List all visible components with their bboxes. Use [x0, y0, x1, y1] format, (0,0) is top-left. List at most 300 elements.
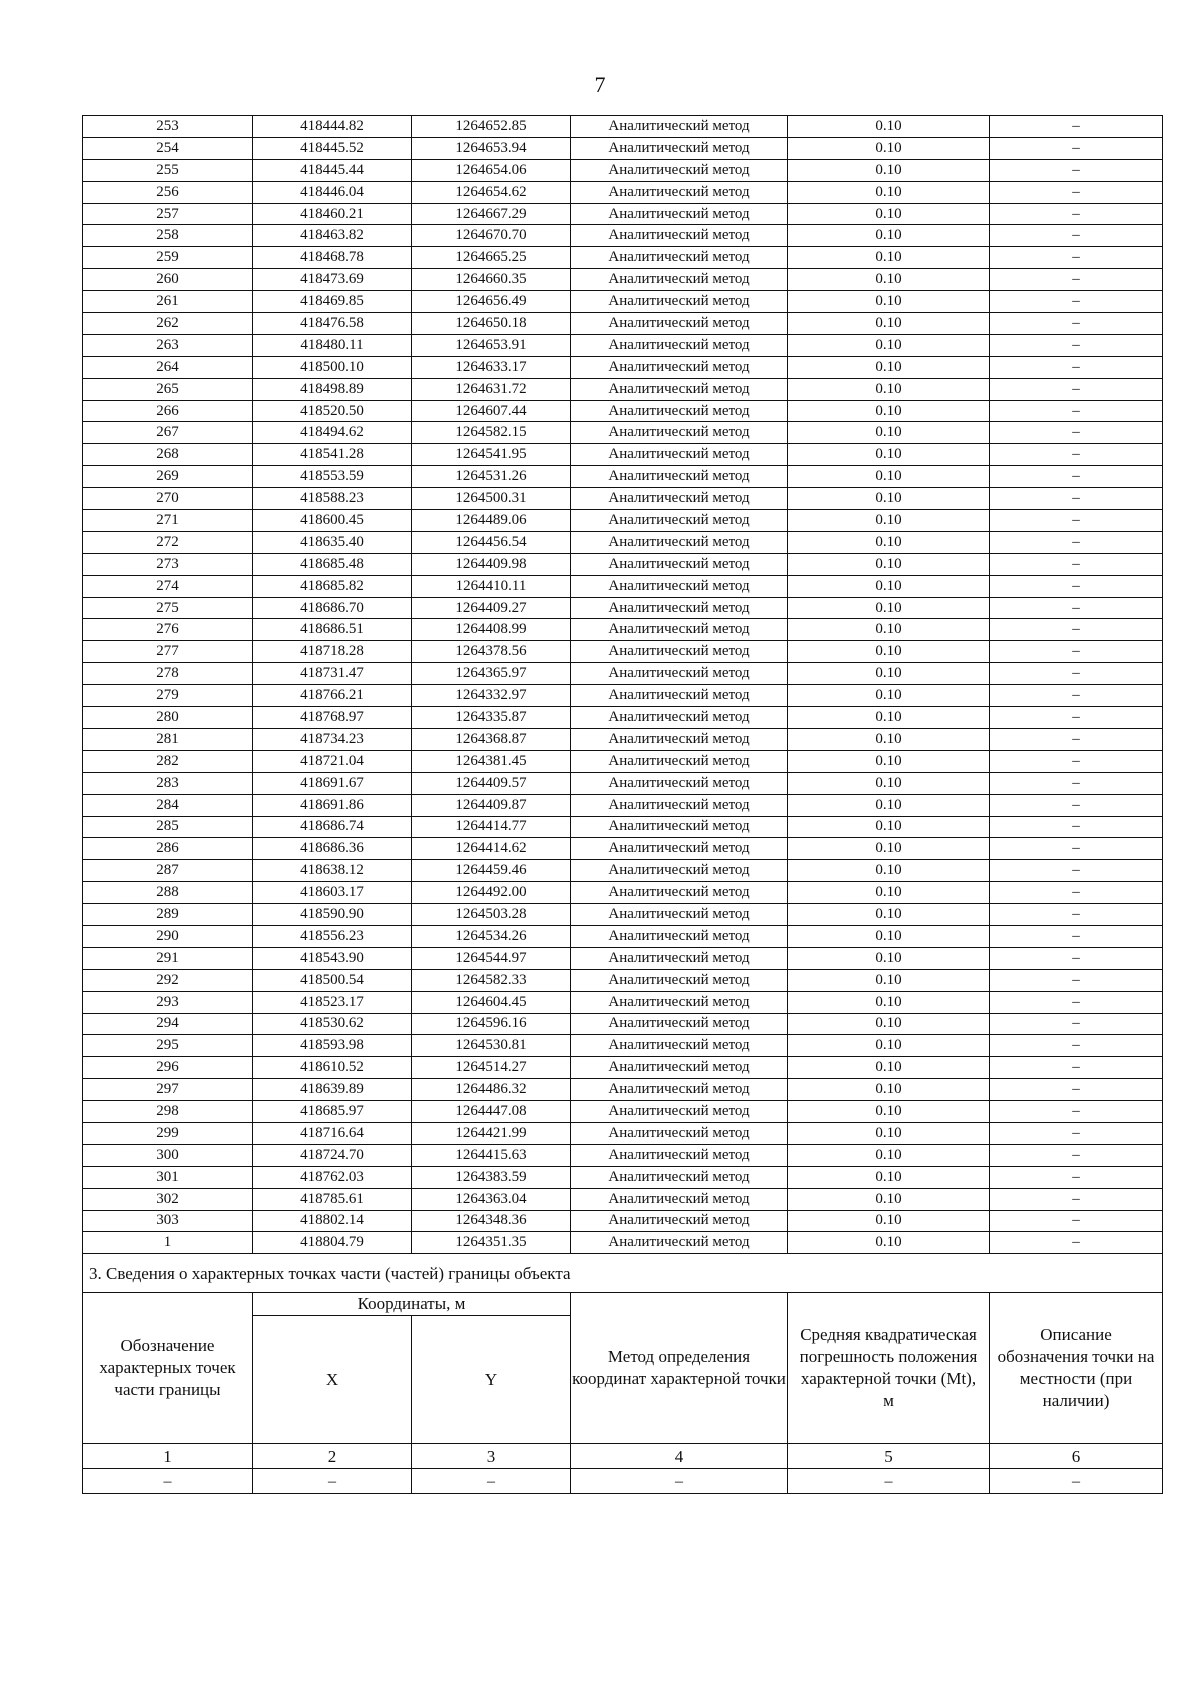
error-value-cell: 0.10	[788, 794, 990, 816]
description-cell: –	[990, 575, 1163, 597]
error-value-cell: 0.10	[788, 947, 990, 969]
coord-x-cell: 418446.04	[253, 181, 412, 203]
coord-x-cell: 418785.61	[253, 1188, 412, 1210]
table-row	[83, 794, 1163, 816]
empty-cell: –	[571, 1469, 788, 1494]
table-row	[83, 882, 1163, 904]
point-number-cell: 289	[83, 904, 253, 926]
table-row	[83, 1188, 1163, 1210]
table-row	[83, 1144, 1163, 1166]
description-cell: –	[990, 356, 1163, 378]
coord-x-cell: 418686.51	[253, 619, 412, 641]
coord-y-cell: 1264489.06	[412, 510, 571, 532]
description-cell: –	[990, 772, 1163, 794]
error-value-cell: 0.10	[788, 1166, 990, 1188]
header-y: Y	[412, 1316, 571, 1444]
point-number-cell: 268	[83, 444, 253, 466]
coord-y-cell: 1264415.63	[412, 1144, 571, 1166]
coord-x-cell: 418473.69	[253, 269, 412, 291]
error-value-cell: 0.10	[788, 597, 990, 619]
table-row	[83, 116, 1163, 138]
table-row	[83, 1232, 1163, 1254]
coord-y-cell: 1264492.00	[412, 882, 571, 904]
method-cell: Аналитический метод	[571, 904, 788, 926]
coord-y-cell: 1264381.45	[412, 750, 571, 772]
description-cell: –	[990, 444, 1163, 466]
error-value-cell: 0.10	[788, 510, 990, 532]
table-row	[83, 466, 1163, 488]
coord-y-cell: 1264582.33	[412, 969, 571, 991]
description-cell: –	[990, 1079, 1163, 1101]
coordinates-table	[82, 115, 1163, 1494]
method-cell: Аналитический метод	[571, 553, 788, 575]
method-cell: Аналитический метод	[571, 728, 788, 750]
method-cell: Аналитический метод	[571, 1013, 788, 1035]
error-value-cell: 0.10	[788, 772, 990, 794]
error-value-cell: 0.10	[788, 488, 990, 510]
method-cell: Аналитический метод	[571, 1079, 788, 1101]
header-coordinates: Координаты, м	[253, 1293, 571, 1316]
description-cell: –	[990, 531, 1163, 553]
method-cell: Аналитический метод	[571, 247, 788, 269]
coord-y-cell: 1264363.04	[412, 1188, 571, 1210]
point-number-cell: 298	[83, 1101, 253, 1123]
table-row	[83, 860, 1163, 882]
coord-x-cell: 418685.48	[253, 553, 412, 575]
coord-y-cell: 1264665.25	[412, 247, 571, 269]
point-number-cell: 276	[83, 619, 253, 641]
table-row	[83, 422, 1163, 444]
error-value-cell: 0.10	[788, 137, 990, 159]
error-value-cell: 0.10	[788, 225, 990, 247]
table-row	[83, 1166, 1163, 1188]
coord-x-cell: 418463.82	[253, 225, 412, 247]
description-cell: –	[990, 1232, 1163, 1254]
column-number: 3	[412, 1444, 571, 1469]
table-row	[83, 619, 1163, 641]
section-3-header-row	[83, 1293, 1163, 1316]
description-cell: –	[990, 882, 1163, 904]
description-cell: –	[990, 378, 1163, 400]
empty-cell: –	[412, 1469, 571, 1494]
empty-cell: –	[788, 1469, 990, 1494]
coord-x-cell: 418724.70	[253, 1144, 412, 1166]
table-row	[83, 356, 1163, 378]
point-number-cell: 265	[83, 378, 253, 400]
point-number-cell: 281	[83, 728, 253, 750]
table-row	[83, 597, 1163, 619]
method-cell: Аналитический метод	[571, 137, 788, 159]
coord-y-cell: 1264607.44	[412, 400, 571, 422]
point-number-cell: 269	[83, 466, 253, 488]
coord-x-cell: 418553.59	[253, 466, 412, 488]
error-value-cell: 0.10	[788, 707, 990, 729]
point-number-cell: 1	[83, 1232, 253, 1254]
coord-x-cell: 418445.52	[253, 137, 412, 159]
error-value-cell: 0.10	[788, 466, 990, 488]
point-number-cell: 280	[83, 707, 253, 729]
point-number-cell: 292	[83, 969, 253, 991]
point-number-cell: 284	[83, 794, 253, 816]
point-number-cell: 258	[83, 225, 253, 247]
point-number-cell: 303	[83, 1210, 253, 1232]
coord-x-cell: 418480.11	[253, 334, 412, 356]
coord-x-cell: 418718.28	[253, 641, 412, 663]
point-number-cell: 288	[83, 882, 253, 904]
method-cell: Аналитический метод	[571, 685, 788, 707]
table-row	[83, 1210, 1163, 1232]
coord-y-cell: 1264503.28	[412, 904, 571, 926]
column-number: 6	[990, 1444, 1163, 1469]
table-row	[83, 925, 1163, 947]
point-number-cell: 297	[83, 1079, 253, 1101]
coord-x-cell: 418593.98	[253, 1035, 412, 1057]
coord-x-cell: 418635.40	[253, 531, 412, 553]
coord-x-cell: 418494.62	[253, 422, 412, 444]
description-cell: –	[990, 137, 1163, 159]
table-row	[83, 531, 1163, 553]
coord-y-cell: 1264654.62	[412, 181, 571, 203]
point-number-cell: 260	[83, 269, 253, 291]
table-row	[83, 137, 1163, 159]
header-mean-square-error: Средняя квадратическая погрешность положения характерной точки (Mt), м	[788, 1293, 990, 1444]
point-number-cell: 296	[83, 1057, 253, 1079]
error-value-cell: 0.10	[788, 116, 990, 138]
coord-y-cell: 1264378.56	[412, 641, 571, 663]
header-point-designation: Обозначение характерных точек части границы	[83, 1293, 253, 1444]
description-cell: –	[990, 838, 1163, 860]
coord-x-cell: 418691.86	[253, 794, 412, 816]
table-row	[83, 291, 1163, 313]
coord-y-cell: 1264530.81	[412, 1035, 571, 1057]
coord-x-cell: 418444.82	[253, 116, 412, 138]
table-row	[83, 334, 1163, 356]
coord-y-cell: 1264660.35	[412, 269, 571, 291]
error-value-cell: 0.10	[788, 1035, 990, 1057]
method-cell: Аналитический метод	[571, 707, 788, 729]
error-value-cell: 0.10	[788, 291, 990, 313]
description-cell: –	[990, 619, 1163, 641]
coord-x-cell: 418638.12	[253, 860, 412, 882]
table-row	[83, 444, 1163, 466]
method-cell: Аналитический метод	[571, 1057, 788, 1079]
coord-y-cell: 1264653.94	[412, 137, 571, 159]
coord-x-cell: 418610.52	[253, 1057, 412, 1079]
method-cell: Аналитический метод	[571, 422, 788, 444]
description-cell: –	[990, 466, 1163, 488]
coord-x-cell: 418691.67	[253, 772, 412, 794]
empty-cell: –	[83, 1469, 253, 1494]
description-cell: –	[990, 269, 1163, 291]
coord-y-cell: 1264531.26	[412, 466, 571, 488]
coord-y-cell: 1264670.70	[412, 225, 571, 247]
table-row	[83, 181, 1163, 203]
table-row	[83, 553, 1163, 575]
method-cell: Аналитический метод	[571, 641, 788, 663]
table-row	[83, 641, 1163, 663]
error-value-cell: 0.10	[788, 1079, 990, 1101]
description-cell: –	[990, 947, 1163, 969]
coord-x-cell: 418731.47	[253, 663, 412, 685]
description-cell: –	[990, 750, 1163, 772]
coord-y-cell: 1264633.17	[412, 356, 571, 378]
method-cell: Аналитический метод	[571, 400, 788, 422]
coord-y-cell: 1264335.87	[412, 707, 571, 729]
coord-x-cell: 418556.23	[253, 925, 412, 947]
point-number-cell: 257	[83, 203, 253, 225]
description-cell: –	[990, 816, 1163, 838]
coord-y-cell: 1264652.85	[412, 116, 571, 138]
table-row	[83, 1035, 1163, 1057]
error-value-cell: 0.10	[788, 334, 990, 356]
description-cell: –	[990, 553, 1163, 575]
point-number-cell: 282	[83, 750, 253, 772]
point-number-cell: 295	[83, 1035, 253, 1057]
table-row	[83, 1079, 1163, 1101]
method-cell: Аналитический метод	[571, 1188, 788, 1210]
point-number-cell: 285	[83, 816, 253, 838]
point-number-cell: 300	[83, 1144, 253, 1166]
description-cell: –	[990, 422, 1163, 444]
method-cell: Аналитический метод	[571, 794, 788, 816]
method-cell: Аналитический метод	[571, 334, 788, 356]
coord-y-cell: 1264654.06	[412, 159, 571, 181]
point-number-cell: 255	[83, 159, 253, 181]
description-cell: –	[990, 1122, 1163, 1144]
method-cell: Аналитический метод	[571, 1122, 788, 1144]
description-cell: –	[990, 313, 1163, 335]
point-number-cell: 263	[83, 334, 253, 356]
method-cell: Аналитический метод	[571, 116, 788, 138]
point-number-cell: 293	[83, 991, 253, 1013]
method-cell: Аналитический метод	[571, 1210, 788, 1232]
empty-cell: –	[990, 1469, 1163, 1494]
table-row	[83, 203, 1163, 225]
table-row	[83, 313, 1163, 335]
coord-x-cell: 418523.17	[253, 991, 412, 1013]
section-3-title-row	[83, 1254, 1163, 1293]
error-value-cell: 0.10	[788, 882, 990, 904]
table-row	[83, 969, 1163, 991]
coord-x-cell: 418460.21	[253, 203, 412, 225]
error-value-cell: 0.10	[788, 553, 990, 575]
point-number-cell: 272	[83, 531, 253, 553]
table-row	[83, 575, 1163, 597]
coord-y-cell: 1264421.99	[412, 1122, 571, 1144]
coord-y-cell: 1264653.91	[412, 334, 571, 356]
coord-x-cell: 418686.36	[253, 838, 412, 860]
method-cell: Аналитический метод	[571, 203, 788, 225]
table-row	[83, 772, 1163, 794]
table-row	[83, 225, 1163, 247]
method-cell: Аналитический метод	[571, 181, 788, 203]
coord-x-cell: 418762.03	[253, 1166, 412, 1188]
point-number-cell: 275	[83, 597, 253, 619]
description-cell: –	[990, 1144, 1163, 1166]
description-cell: –	[990, 181, 1163, 203]
method-cell: Аналитический метод	[571, 1232, 788, 1254]
description-cell: –	[990, 1035, 1163, 1057]
method-cell: Аналитический метод	[571, 291, 788, 313]
coord-x-cell: 418802.14	[253, 1210, 412, 1232]
point-number-cell: 283	[83, 772, 253, 794]
section-3-title: 3. Сведения о характерных точках части (частей) границы объекта	[83, 1254, 1163, 1293]
coord-y-cell: 1264414.77	[412, 816, 571, 838]
table-row	[83, 991, 1163, 1013]
description-cell: –	[990, 685, 1163, 707]
point-number-cell: 256	[83, 181, 253, 203]
coord-x-cell: 418469.85	[253, 291, 412, 313]
coord-y-cell: 1264514.27	[412, 1057, 571, 1079]
error-value-cell: 0.10	[788, 1101, 990, 1123]
coord-y-cell: 1264667.29	[412, 203, 571, 225]
coord-x-cell: 418500.54	[253, 969, 412, 991]
coord-x-cell: 418500.10	[253, 356, 412, 378]
method-cell: Аналитический метод	[571, 225, 788, 247]
method-cell: Аналитический метод	[571, 772, 788, 794]
error-value-cell: 0.10	[788, 1057, 990, 1079]
method-cell: Аналитический метод	[571, 947, 788, 969]
method-cell: Аналитический метод	[571, 269, 788, 291]
point-number-cell: 262	[83, 313, 253, 335]
description-cell: –	[990, 1166, 1163, 1188]
error-value-cell: 0.10	[788, 685, 990, 707]
method-cell: Аналитический метод	[571, 488, 788, 510]
coord-x-cell: 418734.23	[253, 728, 412, 750]
coord-x-cell: 418476.58	[253, 313, 412, 335]
description-cell: –	[990, 707, 1163, 729]
point-number-cell: 266	[83, 400, 253, 422]
coordinates-table-body	[83, 116, 1163, 1254]
error-value-cell: 0.10	[788, 1232, 990, 1254]
error-value-cell: 0.10	[788, 816, 990, 838]
coord-x-cell: 418721.04	[253, 750, 412, 772]
coord-x-cell: 418685.82	[253, 575, 412, 597]
coord-y-cell: 1264409.27	[412, 597, 571, 619]
table-row	[83, 400, 1163, 422]
description-cell: –	[990, 1101, 1163, 1123]
description-cell: –	[990, 510, 1163, 532]
point-number-cell: 294	[83, 1013, 253, 1035]
description-cell: –	[990, 159, 1163, 181]
method-cell: Аналитический метод	[571, 925, 788, 947]
coord-y-cell: 1264368.87	[412, 728, 571, 750]
error-value-cell: 0.10	[788, 247, 990, 269]
coord-x-cell: 418686.74	[253, 816, 412, 838]
coord-x-cell: 418685.97	[253, 1101, 412, 1123]
error-value-cell: 0.10	[788, 1144, 990, 1166]
error-value-cell: 0.10	[788, 838, 990, 860]
point-number-cell: 287	[83, 860, 253, 882]
description-cell: –	[990, 400, 1163, 422]
method-cell: Аналитический метод	[571, 466, 788, 488]
table-row	[83, 838, 1163, 860]
point-number-cell: 277	[83, 641, 253, 663]
coord-y-cell: 1264365.97	[412, 663, 571, 685]
coord-x-cell: 418804.79	[253, 1232, 412, 1254]
error-value-cell: 0.10	[788, 904, 990, 926]
page-number: 7	[594, 72, 606, 97]
error-value-cell: 0.10	[788, 313, 990, 335]
error-value-cell: 0.10	[788, 1122, 990, 1144]
description-cell: –	[990, 925, 1163, 947]
method-cell: Аналитический метод	[571, 378, 788, 400]
description-cell: –	[990, 1210, 1163, 1232]
coord-x-cell: 418530.62	[253, 1013, 412, 1035]
error-value-cell: 0.10	[788, 269, 990, 291]
method-cell: Аналитический метод	[571, 1144, 788, 1166]
error-value-cell: 0.10	[788, 400, 990, 422]
coord-y-cell: 1264582.15	[412, 422, 571, 444]
coord-y-cell: 1264410.11	[412, 575, 571, 597]
coord-y-cell: 1264409.57	[412, 772, 571, 794]
section-3-empty-row	[83, 1469, 1163, 1494]
coord-y-cell: 1264656.49	[412, 291, 571, 313]
description-cell: –	[990, 225, 1163, 247]
point-number-cell: 273	[83, 553, 253, 575]
coord-y-cell: 1264348.36	[412, 1210, 571, 1232]
method-cell: Аналитический метод	[571, 510, 788, 532]
error-value-cell: 0.10	[788, 1210, 990, 1232]
coord-y-cell: 1264486.32	[412, 1079, 571, 1101]
point-number-cell: 279	[83, 685, 253, 707]
coord-x-cell: 418520.50	[253, 400, 412, 422]
description-cell: –	[990, 334, 1163, 356]
point-number-cell: 264	[83, 356, 253, 378]
coord-x-cell: 418468.78	[253, 247, 412, 269]
method-cell: Аналитический метод	[571, 1035, 788, 1057]
description-cell: –	[990, 1188, 1163, 1210]
coord-y-cell: 1264631.72	[412, 378, 571, 400]
table-row	[83, 1013, 1163, 1035]
coord-y-cell: 1264351.35	[412, 1232, 571, 1254]
error-value-cell: 0.10	[788, 991, 990, 1013]
column-number: 2	[253, 1444, 412, 1469]
method-cell: Аналитический метод	[571, 816, 788, 838]
method-cell: Аналитический метод	[571, 750, 788, 772]
point-number-cell: 299	[83, 1122, 253, 1144]
description-cell: –	[990, 728, 1163, 750]
table-row	[83, 488, 1163, 510]
description-cell: –	[990, 203, 1163, 225]
error-value-cell: 0.10	[788, 422, 990, 444]
point-number-cell: 259	[83, 247, 253, 269]
description-cell: –	[990, 641, 1163, 663]
coord-x-cell: 418768.97	[253, 707, 412, 729]
method-cell: Аналитический метод	[571, 882, 788, 904]
method-cell: Аналитический метод	[571, 356, 788, 378]
error-value-cell: 0.10	[788, 641, 990, 663]
table-row	[83, 1057, 1163, 1079]
description-cell: –	[990, 488, 1163, 510]
error-value-cell: 0.10	[788, 619, 990, 641]
coord-y-cell: 1264604.45	[412, 991, 571, 1013]
coord-y-cell: 1264650.18	[412, 313, 571, 335]
table-row	[83, 269, 1163, 291]
point-number-cell: 270	[83, 488, 253, 510]
coord-x-cell: 418541.28	[253, 444, 412, 466]
point-number-cell: 291	[83, 947, 253, 969]
point-number-cell: 261	[83, 291, 253, 313]
header-method: Метод определения координат характерной точки	[571, 1293, 788, 1444]
coord-y-cell: 1264332.97	[412, 685, 571, 707]
method-cell: Аналитический метод	[571, 1101, 788, 1123]
description-cell: –	[990, 969, 1163, 991]
column-number: 1	[83, 1444, 253, 1469]
table-row	[83, 510, 1163, 532]
coord-y-cell: 1264414.62	[412, 838, 571, 860]
empty-cell: –	[253, 1469, 412, 1494]
